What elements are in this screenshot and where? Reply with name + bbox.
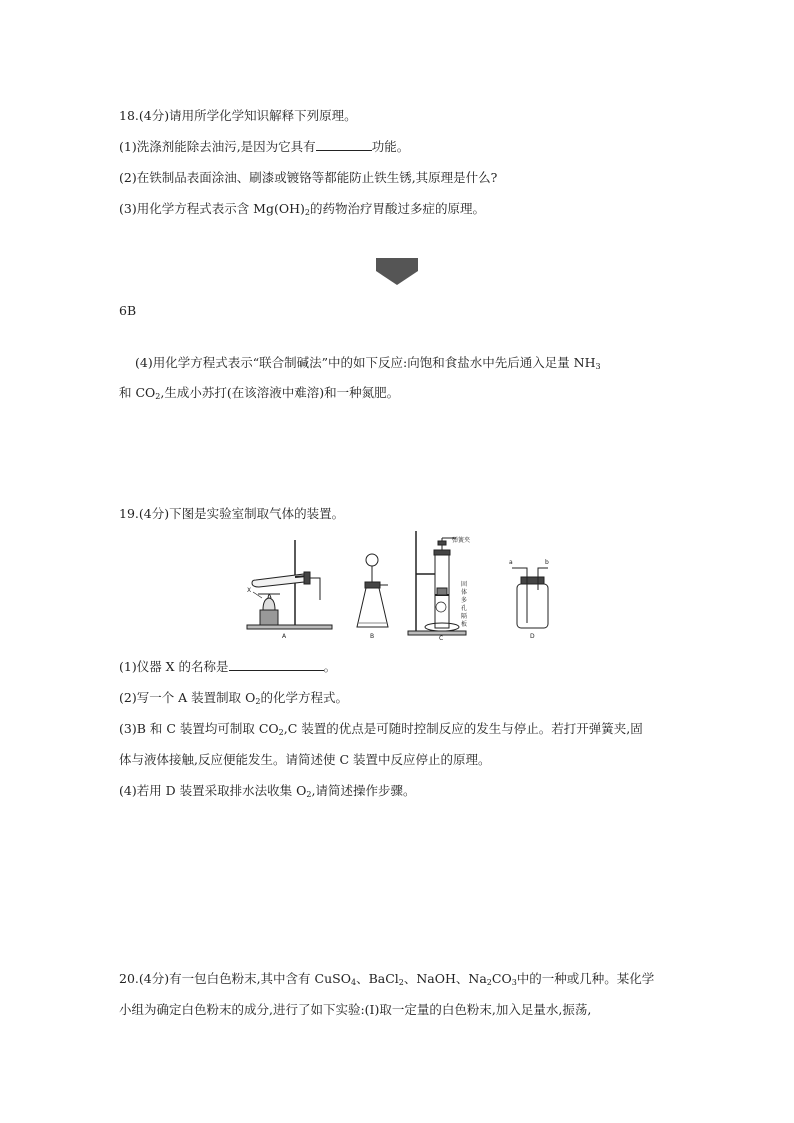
subscript: 4 <box>350 978 357 987</box>
q19-part3-cont: ,C 装置的优点是可随时控制反应的发生与停止。若打开弹簧夹,固 <box>283 721 643 736</box>
label-c: C <box>439 635 444 640</box>
q18-part4 <box>135 354 601 372</box>
subscript: 2 <box>304 208 310 217</box>
label-d: D <box>530 633 535 640</box>
subscript: 2 <box>155 392 161 401</box>
stopper-d <box>521 577 544 584</box>
page-marker: 6B <box>119 303 137 318</box>
plate-detail-circle <box>436 602 446 612</box>
subscript: 3 <box>595 362 601 371</box>
pipe-a-d <box>512 568 527 623</box>
bottle-d <box>517 584 548 628</box>
lab-apparatus-figure <box>242 528 554 640</box>
label-a: A <box>282 633 287 640</box>
q19-title: 19.(4分)下图是实验室制取气体的装置。 <box>119 506 345 521</box>
solid-c <box>437 588 447 595</box>
q20-line1 <box>119 970 654 988</box>
stopper-a <box>304 572 310 584</box>
expand-arrow-icon[interactable] <box>376 258 418 285</box>
q19-part2-end: 的化学方程式。 <box>260 690 349 705</box>
q19-part3 <box>119 720 643 738</box>
q18-part1 <box>119 138 409 156</box>
subscript: 3 <box>511 978 517 987</box>
block-a <box>260 610 278 625</box>
q19-part3-text: (3)B 和 C 装置均可制取 CO <box>119 721 279 736</box>
q20-text-d: CO <box>491 971 512 986</box>
q18-part1-text: (1)洗涤剂能除去油污,是因为它具有 <box>119 139 316 154</box>
funnel-bulb-b <box>366 554 378 566</box>
label-pipe-b: b <box>545 559 549 566</box>
q20-text-a: 20.(4分)有一包白色粉末,其中含有 CuSO <box>119 971 351 986</box>
label-clip: 弹簧夹 <box>452 537 471 544</box>
q18-part3-end: 的药物治疗胃酸过多症的原理。 <box>309 201 485 216</box>
label-b: B <box>370 633 375 640</box>
q19-part1-text: (1)仪器 X 的名称是 <box>119 659 229 674</box>
label-pointer-x <box>253 592 262 598</box>
q18-part4-text: (4)用化学方程式表示“联合制碱法”中的如下反应:向饱和食盐水中先后通入足量 NH <box>135 355 596 370</box>
q19-part4-end: ,请简述操作步骤。 <box>311 783 416 798</box>
q20-text-c: 、NaOH、Na <box>403 971 487 986</box>
answer-blank[interactable] <box>229 658 324 671</box>
subscript: 2 <box>255 697 261 706</box>
label-solid-2: 体 <box>461 589 468 596</box>
stand-base-c <box>408 631 466 635</box>
q19-part2 <box>119 689 348 707</box>
spring-clip <box>438 541 446 545</box>
label-solid-1: 固 <box>461 581 468 588</box>
q19-part1-end: 。 <box>323 659 337 674</box>
stopper-b <box>365 582 380 588</box>
q19-part1 <box>119 658 336 676</box>
q20-text-e: 中的一种或几种。某化学 <box>516 971 655 986</box>
q19-part3-line2: 体与液体接触,反应便能发生。请简述使 C 装置中反应停止的原理。 <box>119 752 491 767</box>
subscript: 2 <box>278 728 284 737</box>
subscript: 2 <box>486 978 492 987</box>
q18-part4-text3: ,生成小苏打(在该溶液中难溶)和一种氮肥。 <box>160 385 400 400</box>
q20-line2: 小组为确定白色粉末的成分,进行了如下实验:(Ⅰ)取一定量的白色粉末,加入足量水,振荡, <box>119 1002 592 1017</box>
q18-part4-text2: 和 CO <box>119 385 156 400</box>
q18-title: 18.(4分)请用所学化学知识解释下列原理。 <box>119 108 357 123</box>
delivery-tube-a <box>310 578 320 600</box>
q20-text-b: 、BaCl <box>356 971 399 986</box>
label-plate-3: 隔 <box>461 613 468 620</box>
conical-flask-b <box>357 588 388 627</box>
stand-base-a <box>247 625 332 629</box>
q18-part4-line2 <box>119 384 399 402</box>
subscript: 2 <box>398 978 404 987</box>
q18-part3 <box>119 200 485 218</box>
subscript: 2 <box>306 790 312 799</box>
label-plate-1: 多 <box>461 597 468 604</box>
q19-part4 <box>119 782 415 800</box>
label-pipe-a: a <box>509 559 513 566</box>
q18-part1-end: 功能。 <box>371 139 410 154</box>
beaker-c <box>425 623 459 631</box>
q18-part3-text: (3)用化学方程式表示含 Mg(OH) <box>119 201 305 216</box>
q18-part2: (2)在铁制品表面涂油、刷漆或镀铬等都能防止铁生锈,其原理是什么? <box>119 170 498 185</box>
label-plate-2: 孔 <box>461 605 468 612</box>
alcohol-lamp <box>263 598 275 610</box>
label-plate-4: 板 <box>461 621 468 628</box>
answer-blank[interactable] <box>316 138 372 151</box>
lamp-flame <box>268 595 271 599</box>
label-x: X <box>247 587 252 594</box>
q19-part2-text: (2)写一个 A 装置制取 O <box>119 690 256 705</box>
q19-part4-text: (4)若用 D 装置采取排水法收集 O <box>119 783 307 798</box>
stopper-c <box>434 550 450 555</box>
